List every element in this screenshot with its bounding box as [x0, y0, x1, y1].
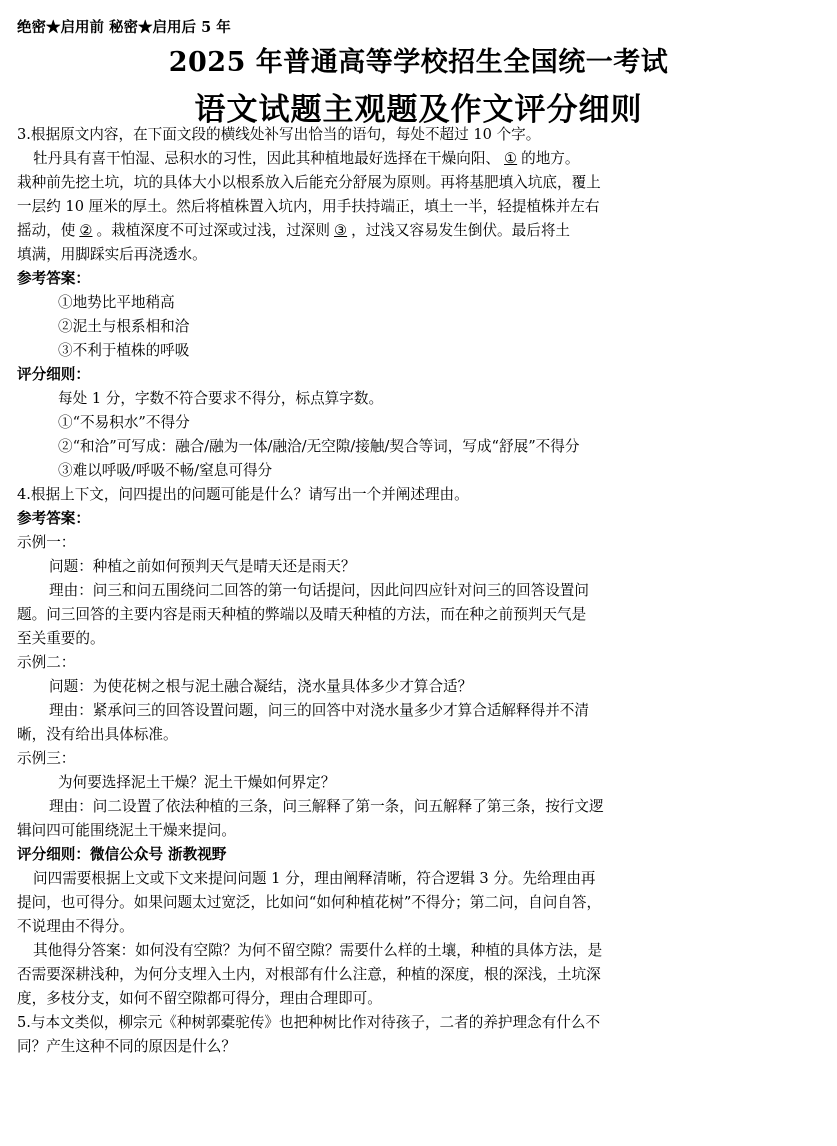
- q4-example-1-reason-1: 理由：问三和问五围绕问二回答的第一句话提问，因此问四应针对问三的回答设置问: [49, 582, 589, 599]
- q4-example-2-question: 问题：为使花树之根与泥土融合凝结，浇水量具体多少才算合适？: [49, 678, 473, 695]
- q4-example-3-label: 示例三：: [17, 750, 76, 767]
- q3-passage-line-2: 栽种前先挖土坑，坑的具体大小以根系放入后能充分舒展为原则。再将基肥填入坑底，覆上: [17, 174, 601, 191]
- q5-prompt-line-1: 5.与本文类似，柳宗元《种树郭橐驼传》也把种树比作对待孩子，二者的养护理念有什么不: [17, 1014, 601, 1031]
- q3-passage-text: 。栽植深度不可过深或过浅，过深则: [96, 222, 330, 239]
- q4-example-2-label: 示例二：: [17, 654, 76, 671]
- q3-passage-line-5: 填满，用脚踩实后再浇透水。: [17, 246, 207, 263]
- q4-rules-p2-line-3: 度，多枝分支，如何不留空隙都可得分，理由合理即可。: [17, 990, 382, 1007]
- q4-example-1-reason-2: 题。问三回答的主要内容是雨天种植的弊端以及晴天种植的方法，而在种之前预判天气是: [17, 606, 587, 623]
- q3-rule-4: ③难以呼吸/呼吸不畅/窒息可得分: [58, 462, 273, 479]
- q3-rules-heading: 评分细则：: [17, 366, 90, 383]
- q4-example-1-label: 示例一：: [17, 534, 76, 551]
- q3-passage-text: ，过浅又容易发生倒伏。最后将土: [351, 222, 571, 239]
- q3-answer-1: ①地势比平地稍高: [58, 294, 175, 311]
- q3-rule-1: 每处 1 分，字数不符合要求不得分，标点算字数。: [58, 390, 384, 407]
- q4-example-1-question: 问题：种植之前如何预判天气是晴天还是雨天？: [49, 558, 356, 575]
- q4-rules-p1-line-1: 问四需要根据上文或下文来提问问题 1 分，理由阐释清晰，符合逻辑 3 分。先给理由再: [33, 870, 596, 887]
- q3-answer-3: ③不利于植株的呼吸: [58, 342, 190, 359]
- q3-passage-text: 牡丹具有喜干怕湿、忌积水的习性，因此其种植地最好选择在干燥向阳、: [33, 150, 501, 167]
- q4-example-2-reason-2: 晰，没有给出具体标准。: [17, 726, 178, 743]
- q3-passage-line-3: 一层约 10 厘米的厚土。然后将植株置入坑内，用手扶持端正，填土一半，轻提植株并左右: [17, 198, 600, 215]
- q4-example-2-reason-1: 理由：紧承问三的回答设置问题，问三的回答中对浇水量多少才算合适解释得并不清: [49, 702, 589, 719]
- q3-rule-2: ①“不易积水”不得分: [58, 414, 190, 431]
- q3-passage-text: 摇动，使: [17, 222, 76, 239]
- q4-example-3-reason-2: 辑问四可能围绕泥土干燥来提问。: [17, 822, 236, 839]
- q4-prompt: 4.根据上下文，问四提出的问题可能是什么？请写出一个并阐述理由。: [17, 486, 469, 503]
- q4-rules-p2-line-2: 否需要深耕浅种，为何分支埋入土内，对根部有什么注意，种植的深度，根的深浅，土坑深: [17, 966, 601, 983]
- exam-title: 2025 年普通高等学校招生全国统一考试: [168, 47, 669, 78]
- q3-rule-3: ②“和洽”可写成：融合/融为一体/融洽/无空隙/接触/契合等词，写成“舒展”不得分: [58, 438, 580, 455]
- q3-blank-3: ③: [334, 222, 348, 239]
- q3-passage-line-4: [17, 220, 570, 242]
- q4-example-3-question: 为何要选择泥土干燥？泥土干燥如何界定？: [58, 774, 336, 791]
- q4-example-3-reason-1: 理由：问二设置了依法种植的三条，问三解释了第一条，问五解释了第三条，按行文逻: [49, 798, 604, 815]
- q4-example-1-reason-3: 至关重要的。: [17, 630, 105, 647]
- q4-rules-heading: 评分细则：微信公众号 浙教视野: [17, 846, 227, 863]
- q3-answer-heading: 参考答案：: [17, 270, 90, 287]
- classification-header: 绝密★启用前 秘密★启用后 5 年: [17, 19, 231, 36]
- q3-prompt: 3.根据原文内容，在下面文段的横线处补写出恰当的语句，每处不超过 10 个字。: [17, 126, 541, 143]
- q3-blank-1: ①: [504, 150, 518, 167]
- q5-prompt-line-2: 同？产生这种不同的原因是什么？: [17, 1038, 236, 1055]
- q3-answer-2: ②泥土与根系相和洽: [58, 318, 190, 335]
- document-subtitle: 语文试题主观题及作文评分细则: [194, 92, 643, 128]
- q4-answer-heading: 参考答案：: [17, 510, 90, 527]
- q3-passage-text: 的地方。: [521, 150, 580, 167]
- q3-passage-line-1: [33, 148, 580, 170]
- q4-rules-p1-line-2: 提问，也可得分。如果问题太过宽泛，比如问“如何种植花树”不得分；第二问，自问自答，: [17, 894, 602, 911]
- q3-blank-2: ②: [79, 222, 93, 239]
- q4-rules-p1-line-3: 不说理由不得分。: [17, 918, 134, 935]
- q4-rules-p2-line-1: 其他得分答案：如何没有空隙？为何不留空隙？需要什么样的土壤，种植的具体方法，是: [33, 942, 603, 959]
